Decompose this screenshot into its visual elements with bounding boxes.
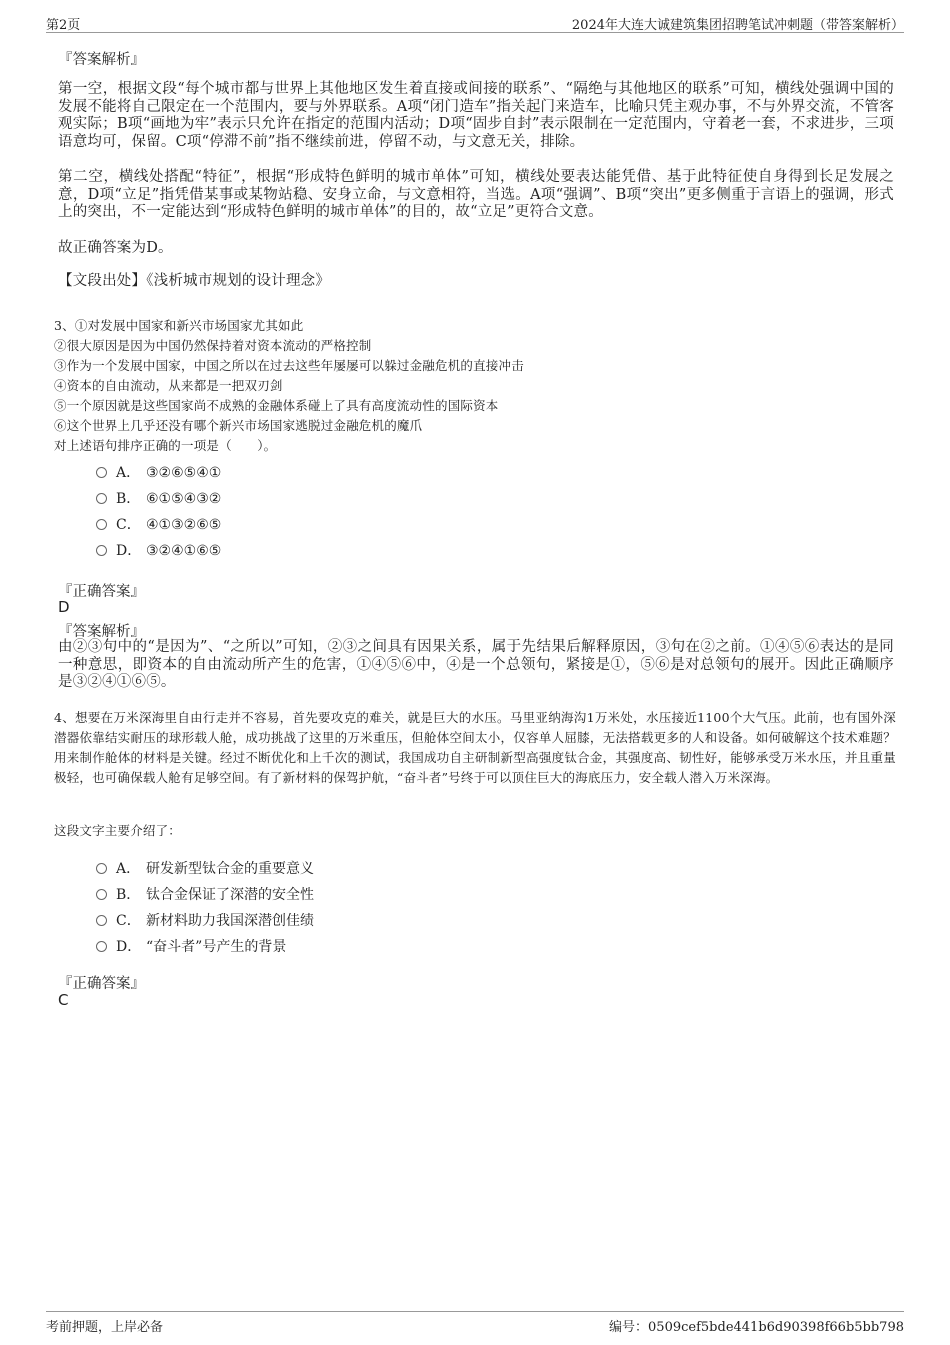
- footer-slogan: 考前押题，上岸必备: [46, 1320, 164, 1335]
- q2-analysis-label: 『答案解析』: [58, 52, 145, 68]
- option-text: “奋斗者”号产生的背景: [146, 939, 287, 955]
- q3-line: ④资本的自由流动，从来都是一把双刃剑: [54, 378, 283, 393]
- radio-icon[interactable]: [96, 467, 107, 478]
- option-text: 新材料助力我国深潜创佳绩: [146, 913, 314, 929]
- q3-line: 对上述语句排序正确的一项是（ ）。: [54, 438, 277, 453]
- radio-icon[interactable]: [96, 915, 107, 926]
- option-text: 钛合金保证了深潜的安全性: [146, 887, 314, 903]
- radio-icon[interactable]: [96, 889, 107, 900]
- q3-option-a[interactable]: [96, 462, 221, 482]
- q4-answer: C: [58, 991, 69, 1009]
- option-text: ⑥①⑤④③②: [146, 491, 222, 507]
- q3-line: 3、①对发展中国家和新兴市场国家尤其如此: [54, 318, 304, 333]
- q2-conclusion: 故正确答案为D。: [58, 240, 173, 256]
- q3-line: ②很大原因是因为中国仍然保持着对资本流动的严格控制: [54, 338, 372, 353]
- option-key: D．: [116, 543, 142, 559]
- q2-analysis-para2: 第二空，横线处搭配“特征”，根据“形成特色鲜明的城市单体”可知，横线处要表达能凭借、基于此特征使自身得到长足发展之意，D项“立足”指凭借某事或某物站稳、安身立命，与文意相符，当选。A项“强调”、B项“突出”更多侧重于言语上的强调，形式上的突出，不一定能达到“形成特色鲜明的城市单体”的目的，故“立足”更符合文意。: [58, 169, 894, 220]
- document-code: 编号：0509cef5bde441b6d90398f66b5bb798: [609, 1320, 904, 1335]
- option-key: D．: [116, 939, 142, 955]
- radio-icon[interactable]: [96, 545, 107, 556]
- option-text: ③②⑥⑤④①: [146, 465, 222, 481]
- page-footer: [46, 1311, 904, 1336]
- q3-line: ⑤一个原因就是这些国家尚不成熟的金融体系碰上了具有高度流动性的国际资本: [54, 398, 499, 413]
- q3-analysis: 由②③句中的“是因为”、“之所以”可知，②③之间具有因果关系，属于先结果后解释原因，③句在②之前。①④⑤⑥表达的是同一种意思，即资本的自由流动所产生的危害，①④⑤⑥中，④是一个总领句，紧接是①，⑤⑥是对总领句的展开。因此正确顺序是③②④①⑥⑤。: [58, 639, 894, 690]
- option-key: B．: [116, 491, 141, 507]
- option-key: B．: [116, 887, 141, 903]
- q2-source: 【文段出处】《浅析城市规划的设计理念》: [58, 273, 331, 289]
- q3-option-d[interactable]: [96, 540, 221, 560]
- q4-option-a[interactable]: [96, 858, 314, 878]
- q4-option-d[interactable]: [96, 936, 286, 956]
- q4-option-c[interactable]: [96, 910, 314, 930]
- q4-option-b[interactable]: [96, 884, 314, 904]
- q3-line: ③作为一个发展中国家，中国之所以在过去这些年屡屡可以躲过金融危机的直接冲击: [54, 358, 524, 373]
- radio-icon[interactable]: [96, 941, 107, 952]
- option-text: ④①③②⑥⑤: [146, 517, 222, 533]
- option-text: 研发新型钛合金的重要意义: [146, 861, 314, 877]
- option-key: C．: [116, 913, 141, 929]
- q3-answer: D: [58, 598, 70, 616]
- q4-question: 这段文字主要介绍了：: [54, 823, 182, 838]
- option-key: A．: [116, 861, 141, 877]
- document-title: 2024年大连大诚建筑集团招聘笔试冲刺题（带答案解析）: [571, 18, 904, 33]
- q3-analysis-label: 『答案解析』: [58, 624, 145, 640]
- q4-stem: 4、想要在万米深海里自由行走并不容易，首先要攻克的难关，就是巨大的水压。马里亚纳海沟1万米处，水压接近1100个大气压。此前，也有国外深潜器依靠结实耐压的球形载人舱，成功挑战了这里的万米重压，但舱体空间太小，仅容单人屈膝，无法搭载更多的人和设备。如何破解这个技术难题？用来制作舱体的材料是关键。经过不断优化和上千次的测试，我国成功自主研制新型高强度钛合金，其强度高、韧性好，能够承受万米水压，并且重量极轻，也可确保载人舱有足够空间。有了新材料的保驾护航，“奋斗者”号终于可以顶住巨大的海底压力，安全载人潜入万米深海。: [54, 710, 896, 785]
- option-key: C．: [116, 517, 141, 533]
- q3-line: ⑥这个世界上几乎还没有哪个新兴市场国家逃脱过金融危机的魔爪: [54, 418, 423, 433]
- q4-answer-label: 『正确答案』: [58, 976, 145, 992]
- page-header: [46, 14, 904, 33]
- radio-icon[interactable]: [96, 493, 107, 504]
- radio-icon[interactable]: [96, 863, 107, 874]
- option-text: ③②④①⑥⑤: [146, 543, 222, 559]
- option-key: A．: [116, 465, 141, 481]
- q2-analysis-para1: 第一空，根据文段“每个城市都与世界上其他地区发生着直接或间接的联系”、“隔绝与其他地区的联系”可知，横线处强调中国的发展不能将自己限定在一个范围内，要与外界联系。A项“闭门造车”指关起门来造车，比喻只凭主观办事，不与外界交流，不管客观实际；B项“画地为牢”表示只允许在指定的范围内活动；D项“固步自封”表示限制在一定范围内，守着老一套，不求进步，三项语意均可，保留。C项“停滞不前”指不继续前进，停留不动，与文意无关，排除。: [58, 81, 894, 150]
- q3-option-c[interactable]: [96, 514, 221, 534]
- q3-answer-label: 『正确答案』: [58, 584, 145, 600]
- radio-icon[interactable]: [96, 519, 107, 530]
- q3-option-b[interactable]: [96, 488, 221, 508]
- page-number: 第2页: [46, 18, 81, 33]
- q3-stem: [54, 316, 896, 456]
